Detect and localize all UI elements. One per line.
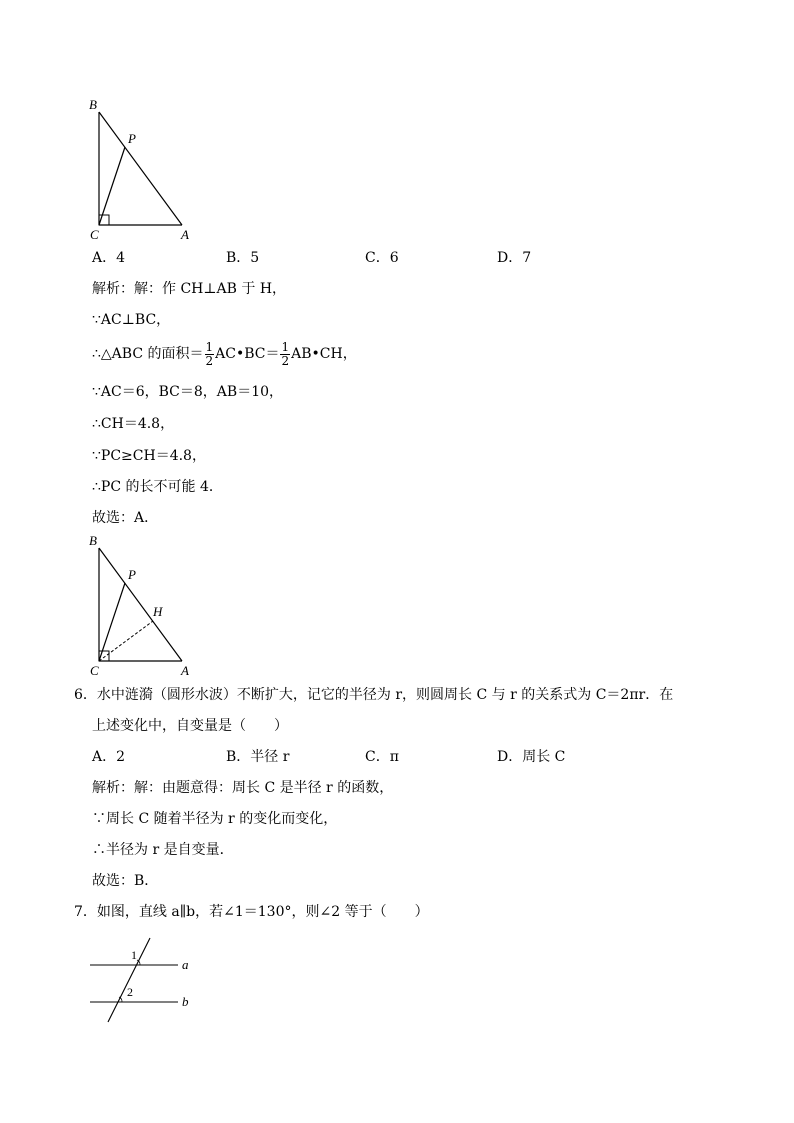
q5-figure-2 [86,532,206,680]
q7-figure [86,932,206,1027]
label-C: C [90,227,99,242]
q5-option-c: C．6 [365,250,399,266]
label-C: C [90,663,99,678]
q5-option-b: B．5 [226,250,260,266]
q5-analysis-2: ∵AC⊥BC， [92,312,171,328]
q5-option-a: A．4 [92,250,126,266]
q6-analysis-2: ∵周长 C 随着半径为 r 的变化而变化， [92,811,338,827]
q6-option-b: B．半径 r [226,749,290,765]
label-A: A [181,227,189,242]
q6-analysis-3: ∴半径为 r 是自变量． [92,842,234,858]
q5-answer: 故选：A． [92,510,159,526]
q6-analysis-1: 解析：解：由题意得：周长 C 是半径 r 的函数， [92,780,394,796]
q5-analysis-4: ∵AC＝6，BC＝8，AB＝10， [92,384,284,400]
label-P: P [128,131,136,146]
q5-figure-1 [86,96,206,244]
q6-answer: 故选：B． [92,873,159,889]
label-P: P [128,567,136,582]
angle-2-label: 2 [127,985,133,999]
area-prefix: ∴△ABC 的面积＝ [92,346,204,362]
angle-1-label: 1 [131,948,137,962]
q5-analysis-6: ∵PC≥CH＝4.8， [92,448,206,464]
q5-analysis-3 [92,339,357,369]
q6-option-a: A．2 [92,749,126,765]
area-end: AB•CH， [291,346,357,362]
q7-stem: 7．如图，直线 a∥b，若∠1＝130°，则∠2 等于（ ） [74,904,429,920]
label-B: B [89,97,97,112]
q6-stem-line2: 上述变化中，自变量是（ ） [92,718,288,734]
fraction-half: $\frac{1}{2}$ [205,339,214,368]
q5-analysis-5: ∴CH＝4.8， [92,416,175,432]
q5-analysis-7: ∴PC 的长不可能 4． [92,479,223,495]
label-A: A [181,663,189,678]
area-mid: AC•BC＝ [215,346,280,362]
label-B: B [89,533,97,548]
q6-option-d: D．周长 C [497,749,566,765]
q6-option-c: C．π [365,749,399,765]
q5-analysis-1: 解析：解：作 CH⊥AB 于 H， [92,281,287,297]
label-H: H [153,604,163,619]
q6-stem-line1: 6．水中涟漪（圆形水波）不断扩大，记它的半径为 r，则圆周长 C 与 r 的关系式为 C＝2πr．在 [74,687,674,703]
fraction-half-2: $\frac{1}{2}$ [281,339,290,368]
line-b-label: b [182,994,189,1009]
q5-option-d: D．7 [497,250,532,266]
line-a-label: a [182,957,189,972]
